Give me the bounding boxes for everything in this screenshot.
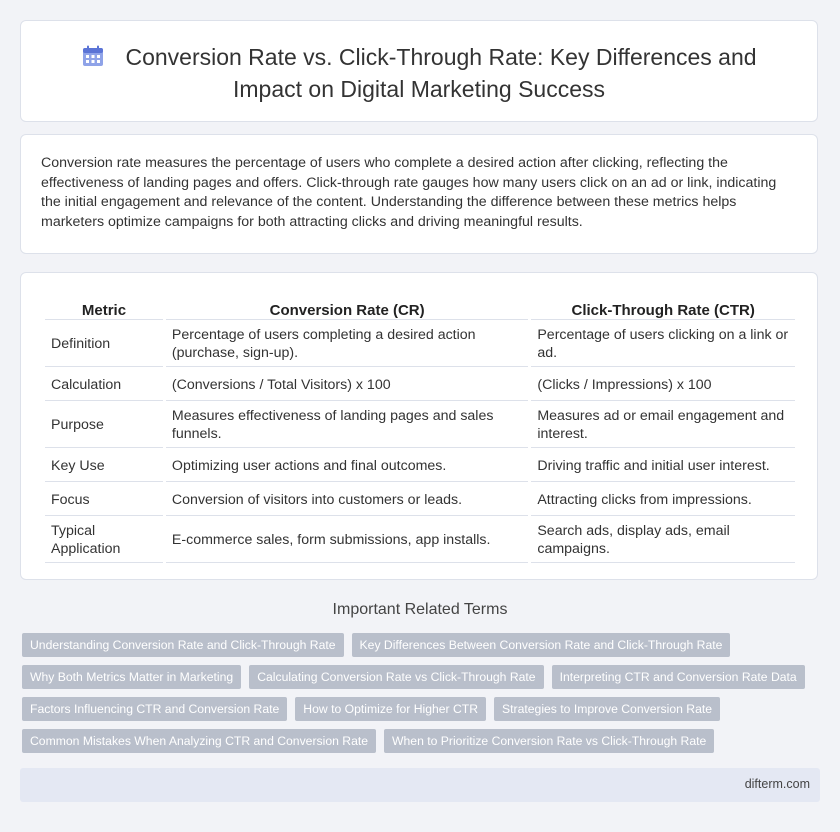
- cr-cell: Conversion of visitors into customers or leads.: [166, 484, 528, 516]
- cr-cell: E-commerce sales, form submissions, app installs.: [166, 518, 528, 563]
- cr-cell: Percentage of users completing a desired action (purchase, sign-up).: [166, 322, 528, 367]
- cr-cell: Measures effectiveness of landing pages and sales funnels.: [166, 403, 528, 448]
- row-label: Calculation: [45, 369, 163, 401]
- header-card: [20, 20, 818, 122]
- page-title: [21, 43, 817, 104]
- row-label: Key Use: [45, 450, 163, 482]
- intro-paragraph: Conversion rate measures the percentage of users who complete a desired action after clicking, reflecting the effectiveness of landing pages and offers. Click-through rate gauges how many users click on an ad or link, indicating the initial engagement and relevance of the content. Understanding the difference between these metrics helps marketers optimize campaigns for both attracting clicks and driving meaningful results.: [41, 155, 777, 230]
- table-row: [45, 450, 795, 482]
- related-term-tag[interactable]: Interpreting CTR and Conversion Rate Data: [552, 665, 805, 689]
- row-label: Typical Application: [45, 518, 163, 563]
- ctr-cell: Attracting clicks from impressions.: [531, 484, 795, 516]
- row-label: Focus: [45, 484, 163, 516]
- ctr-cell: Driving traffic and initial user interest.: [531, 450, 795, 482]
- related-terms-list: [22, 633, 822, 761]
- calendar-icon: [81, 44, 105, 75]
- table-header-row: [45, 297, 795, 320]
- cr-cell: (Conversions / Total Visitors) x 100: [166, 369, 528, 401]
- related-term-tag[interactable]: Strategies to Improve Conversion Rate: [494, 697, 720, 721]
- related-term-tag[interactable]: Understanding Conversion Rate and Click-Through Rate: [22, 633, 344, 657]
- related-term-tag[interactable]: Key Differences Between Conversion Rate and Click-Through Rate: [352, 633, 731, 657]
- title-line-2: Impact on Digital Marketing Success: [233, 76, 605, 102]
- ctr-cell: Measures ad or email engagement and interest.: [531, 403, 795, 448]
- related-term-tag[interactable]: How to Optimize for Higher CTR: [295, 697, 486, 721]
- table-row: [45, 484, 795, 516]
- title-line-1: Conversion Rate vs. Click-Through Rate: Key Differences and: [125, 44, 757, 70]
- row-label: Purpose: [45, 403, 163, 448]
- related-term-tag[interactable]: Why Both Metrics Matter in Marketing: [22, 665, 241, 689]
- header-metric: Metric: [45, 297, 163, 320]
- related-term-tag[interactable]: Calculating Conversion Rate vs Click-Through Rate: [249, 665, 543, 689]
- comparison-table-card: [20, 272, 818, 580]
- related-term-tag[interactable]: Common Mistakes When Analyzing CTR and Conversion Rate: [22, 729, 376, 753]
- table-row: [45, 518, 795, 563]
- cr-cell: Optimizing user actions and final outcomes.: [166, 450, 528, 482]
- ctr-cell: (Clicks / Impressions) x 100: [531, 369, 795, 401]
- footer-site-link[interactable]: difterm.com: [744, 777, 810, 791]
- related-term-tag[interactable]: Factors Influencing CTR and Conversion Rate: [22, 697, 287, 721]
- table-row: [45, 369, 795, 401]
- related-term-tag[interactable]: When to Prioritize Conversion Rate vs Click-Through Rate: [384, 729, 714, 753]
- intro-card: [20, 134, 818, 254]
- comparison-table: [42, 295, 798, 565]
- ctr-cell: Search ads, display ads, email campaigns.: [531, 518, 795, 563]
- related-terms-title: Important Related Terms: [332, 601, 508, 618]
- ctr-cell: Percentage of users clicking on a link or ad.: [531, 322, 795, 367]
- header-conversion-rate: Conversion Rate (CR): [166, 297, 528, 320]
- table-row: [45, 403, 795, 448]
- table-row: [45, 322, 795, 367]
- footer: [20, 768, 820, 802]
- row-label: Definition: [45, 322, 163, 367]
- header-click-through-rate: Click-Through Rate (CTR): [531, 297, 795, 320]
